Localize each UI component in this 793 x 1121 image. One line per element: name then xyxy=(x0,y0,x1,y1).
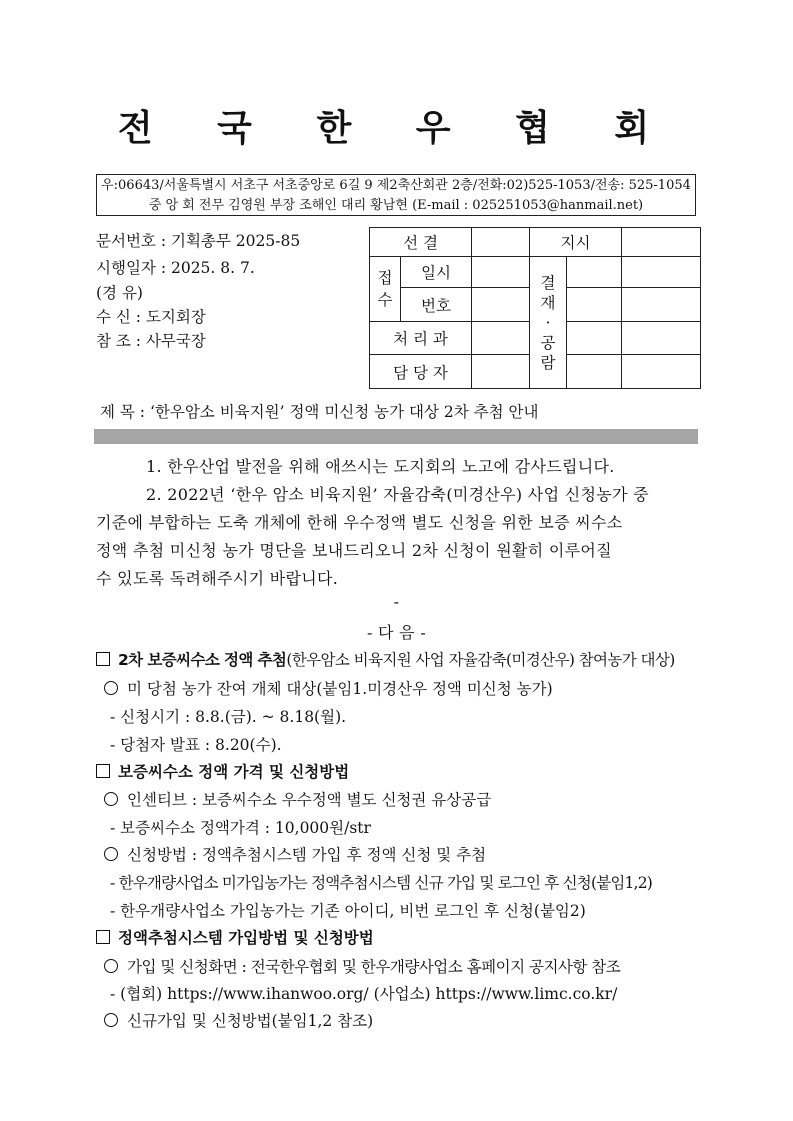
body-p2-line: 기준에 부합하는 도축 개체에 한해 우수정액 별도 신청을 위한 보증 씨수소 xyxy=(96,513,623,532)
approval-cell xyxy=(567,355,622,389)
damdang-label: 담 당 자 xyxy=(370,355,472,389)
section-1-item: 미 당첨 농가 잔여 개체 대상(붙임1.미경산우 정액 미신청 농가) xyxy=(104,677,553,699)
section-3-subitem: - (협회) https://www.ihanwoo.org/ (사업소) https://www.limc.co.kr/ xyxy=(110,985,618,1003)
cheori-label: 처 리 과 xyxy=(370,322,472,355)
approval-cell xyxy=(622,257,701,288)
address-line: 우:06643/서울특별시 서초구 서초중앙로 6길 9 제2축산회관 2층/전화:02)525-1053/전송: 525-1054 xyxy=(101,178,691,193)
seon-gyeol-cell xyxy=(472,228,530,257)
circle-bullet-icon xyxy=(104,1013,118,1027)
approval-cell xyxy=(567,288,622,322)
section-3-heading: 정액추첨시스템 가입방법 및 신청방법 xyxy=(96,926,374,948)
ilsi-cell xyxy=(472,257,530,288)
beonho-label: 번호 xyxy=(401,288,472,322)
subject-line: 제 목 : ‘한우암소 비육지원’ 정액 미신청 농가 대상 2차 추첨 안내 xyxy=(100,403,539,421)
org-title: 전 국 한 우 협 회 xyxy=(117,108,676,149)
circle-bullet-icon xyxy=(104,792,118,806)
cheori-cell xyxy=(472,322,530,355)
approval-table xyxy=(369,227,701,389)
section-2-subitem: - 한우개량사업소 미가입농가는 정액추첨시스템 신규 가입 및 로그인 후 신청(붙임1,2) xyxy=(110,874,653,892)
via: (경 유) xyxy=(96,284,143,302)
damdang-cell xyxy=(472,355,530,389)
section-1-subitem: - 신청시기 : 8.8.(금). ~ 8.18(월). xyxy=(110,708,347,726)
checkbox-icon xyxy=(96,652,110,666)
section-2-heading: 보증씨수소 정액 가격 및 신청방법 xyxy=(96,760,349,782)
issue-date: 시행일자 : 2025. 8. 7. xyxy=(96,259,255,277)
seon-gyeol-label: 선 결 xyxy=(370,228,472,257)
body-p2-line: 수 있도록 독려해주시기 바랍니다. xyxy=(96,569,339,588)
dash-mark: - xyxy=(393,592,400,611)
approval-cell xyxy=(622,355,701,389)
jisi-label: 지시 xyxy=(530,228,622,257)
contact-box xyxy=(96,174,696,216)
circle-bullet-icon xyxy=(104,959,118,973)
gyeoljae-label: 결 재 · 공 람 xyxy=(530,257,567,389)
section-2-item: 신청방법 : 정액추첨시스템 가입 후 정액 신청 및 추첨 xyxy=(104,843,486,865)
approval-cell xyxy=(567,322,622,355)
section-3-item: 가입 및 신청화면 : 전국한우협회 및 한우개량사업소 홈페이지 공지사항 참조 xyxy=(104,955,620,977)
reference: 참 조 : 사무국장 xyxy=(96,332,206,350)
doc-number: 문서번호 : 기획총무 2025-85 xyxy=(96,232,301,250)
body-p2-line: 2. 2022년 ‘한우 암소 비육지원’ 자율감축(미경산우) 사업 신청농가 중 xyxy=(146,485,649,504)
checkbox-icon xyxy=(96,930,110,944)
ilsi-label: 일시 xyxy=(401,257,472,288)
section-2-subitem: - 보증씨수소 정액가격 : 10,000원/str xyxy=(110,819,371,837)
divider-bar xyxy=(94,429,698,444)
section-1-heading: 2차 보증씨수소 정액 추첨(한우암소 비육지원 사업 자율감축(미경산우) 참여농가 대상) xyxy=(96,648,675,670)
body-p2-line: 정액 추첨 미신청 농가 명단을 보내드리오니 2차 신청이 원활히 이루어질 xyxy=(96,541,612,560)
section-1-subitem: - 당첨자 발표 : 8.20(수). xyxy=(110,736,282,754)
approval-cell xyxy=(622,322,701,355)
recipient: 수 신 : 도지회장 xyxy=(96,308,206,326)
approval-cell xyxy=(622,288,701,322)
jisi-cell xyxy=(622,228,701,257)
staff-line: 중 앙 회 전무 김영원 부장 조해인 대리 황남현 (E-mail : 025251053@hanmail.net) xyxy=(148,198,644,213)
beonho-cell xyxy=(472,288,530,322)
section-3-item: 신규가입 및 신청방법(붙임1,2 참조) xyxy=(104,1009,373,1031)
checkbox-icon xyxy=(96,764,110,778)
section-2-item: 인센티브 : 보증씨수소 우수정액 별도 신청권 유상공급 xyxy=(104,788,491,810)
approval-cell xyxy=(567,257,622,288)
daum-heading: - 다 음 - xyxy=(366,623,427,642)
jeopsu-label: 접 수 xyxy=(370,257,401,322)
body-p1: 1. 한우산업 발전을 위해 애쓰시는 도지회의 노고에 감사드립니다. xyxy=(146,457,615,476)
section-2-subitem: - 한우개량사업소 가입농가는 기존 아이디, 비번 로그인 후 신청(붙임2) xyxy=(110,902,586,920)
circle-bullet-icon xyxy=(104,681,118,695)
circle-bullet-icon xyxy=(104,847,118,861)
